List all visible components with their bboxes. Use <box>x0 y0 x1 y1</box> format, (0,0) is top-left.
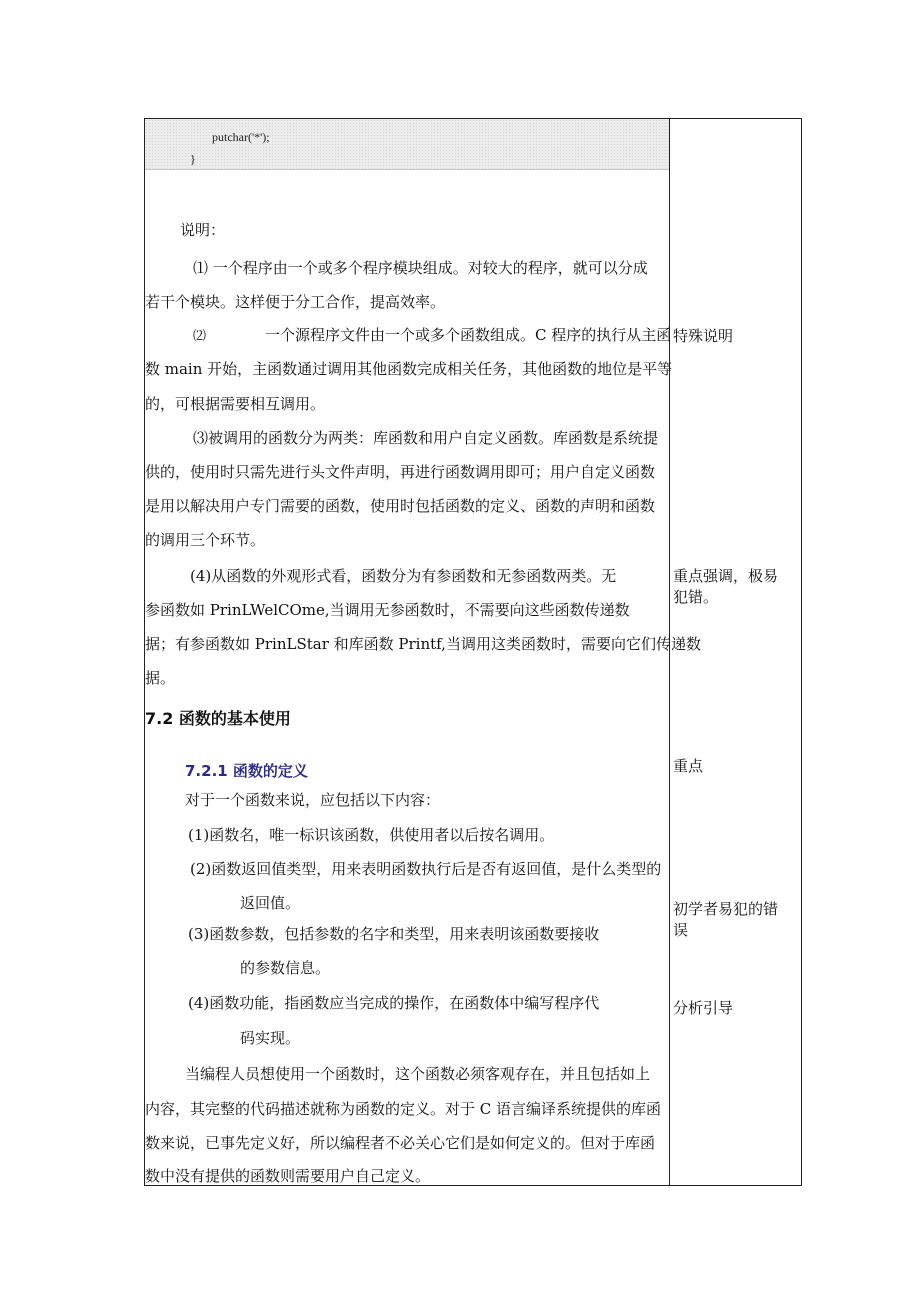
code-line-close-brace: } <box>190 152 196 166</box>
subsection-heading-7-2-1: 7.2.1 函数的定义 <box>185 762 308 780</box>
definition-intro: 对于一个函数来说，应包括以下内容： <box>185 791 441 809</box>
conclusion-line-2: 内容，其完整的代码描述就称为函数的定义。对于 C 语言编译系统提供的库函 <box>145 1100 662 1118</box>
conclusion-line-4: 数中没有提供的函数则需要用户自己定义。 <box>145 1167 431 1185</box>
note-3-line-4: 的调用三个环节。 <box>145 531 266 549</box>
side-note-beginner-line-2: 误 <box>673 921 689 939</box>
note-2-line-1: 一个源程序文件由一个或多个函数组成。C 程序的执行从主函 <box>265 326 672 344</box>
item-2-line-1: (2)函数返回值类型，用来表明函数执行后是否有返回值，是什么类型的 <box>190 860 662 878</box>
side-note-key-point: 重点 <box>673 757 704 775</box>
note-2-line-2: 数 main 开始，主函数通过调用其他函数完成相关任务，其他函数的地位是平等 <box>145 360 673 378</box>
side-note-beginner-line-1: 初学者易犯的错 <box>673 900 779 918</box>
note-1-line-1: ⑴ 一个程序由一个或多个程序模块组成。对较大的程序，就可以分成 <box>193 259 648 277</box>
code-line-putchar: putchar('*'); <box>212 130 270 144</box>
note-1-line-2: 若干个模块。这样便于分工合作，提高效率。 <box>145 293 446 311</box>
item-4-line-2: 码实现。 <box>240 1029 301 1047</box>
note-3-line-3: 是用以解决用户专门需要的函数，使用时包括函数的定义、函数的声明和函数 <box>145 497 656 515</box>
item-3-line-1: (3)函数参数，包括参数的名字和类型，用来表明该函数要接收 <box>188 925 600 943</box>
note-heading: 说明： <box>180 221 226 239</box>
side-note-special: 特殊说明 <box>673 327 734 345</box>
conclusion-line-1: 当编程人员想使用一个函数时，这个函数必须客观存在，并且包括如上 <box>185 1065 651 1083</box>
side-note-analysis: 分析引导 <box>673 999 734 1017</box>
section-heading-7-2: 7.2 函数的基本使用 <box>145 709 291 728</box>
note-3-line-1: ⑶被调用的函数分为两类：库函数和用户自定义函数。库函数是系统提 <box>193 429 659 447</box>
item-2-line-2: 返回值。 <box>240 894 301 912</box>
note-2-number: ⑵ <box>193 329 207 344</box>
note-4-line-1: (4)从函数的外观形式看，函数分为有参函数和无参函数两类。无 <box>190 567 617 585</box>
item-3-line-2: 的参数信息。 <box>240 959 331 977</box>
side-note-emphasis-line-2: 犯错。 <box>673 588 719 606</box>
side-note-emphasis-line-1: 重点强调，极易 <box>673 567 779 585</box>
note-4-line-3: 据；有参函数如 PrinLStar 和库函数 Printf,当调用这类函数时，需要向它们传递数 <box>145 635 701 653</box>
item-1: (1)函数名，唯一标识该函数，供使用者以后按名调用。 <box>188 826 555 844</box>
note-3-line-2: 供的，使用时只需先进行头文件声明，再进行函数调用即可；用户自定义函数 <box>145 463 656 481</box>
note-4-line-2: 参函数如 PrinLWelCOme,当调用无参函数时，不需要向这些函数传递数 <box>145 601 630 619</box>
conclusion-line-3: 数来说，已事先定义好，所以编程者不必关心它们是如何定义的。但对于库函 <box>145 1134 656 1152</box>
item-4-line-1: (4)函数功能，指函数应当完成的操作，在函数体中编写程序代 <box>188 994 600 1012</box>
note-4-line-4: 据。 <box>145 669 176 687</box>
note-2-line-3: 的，可根据需要相互调用。 <box>145 395 326 413</box>
